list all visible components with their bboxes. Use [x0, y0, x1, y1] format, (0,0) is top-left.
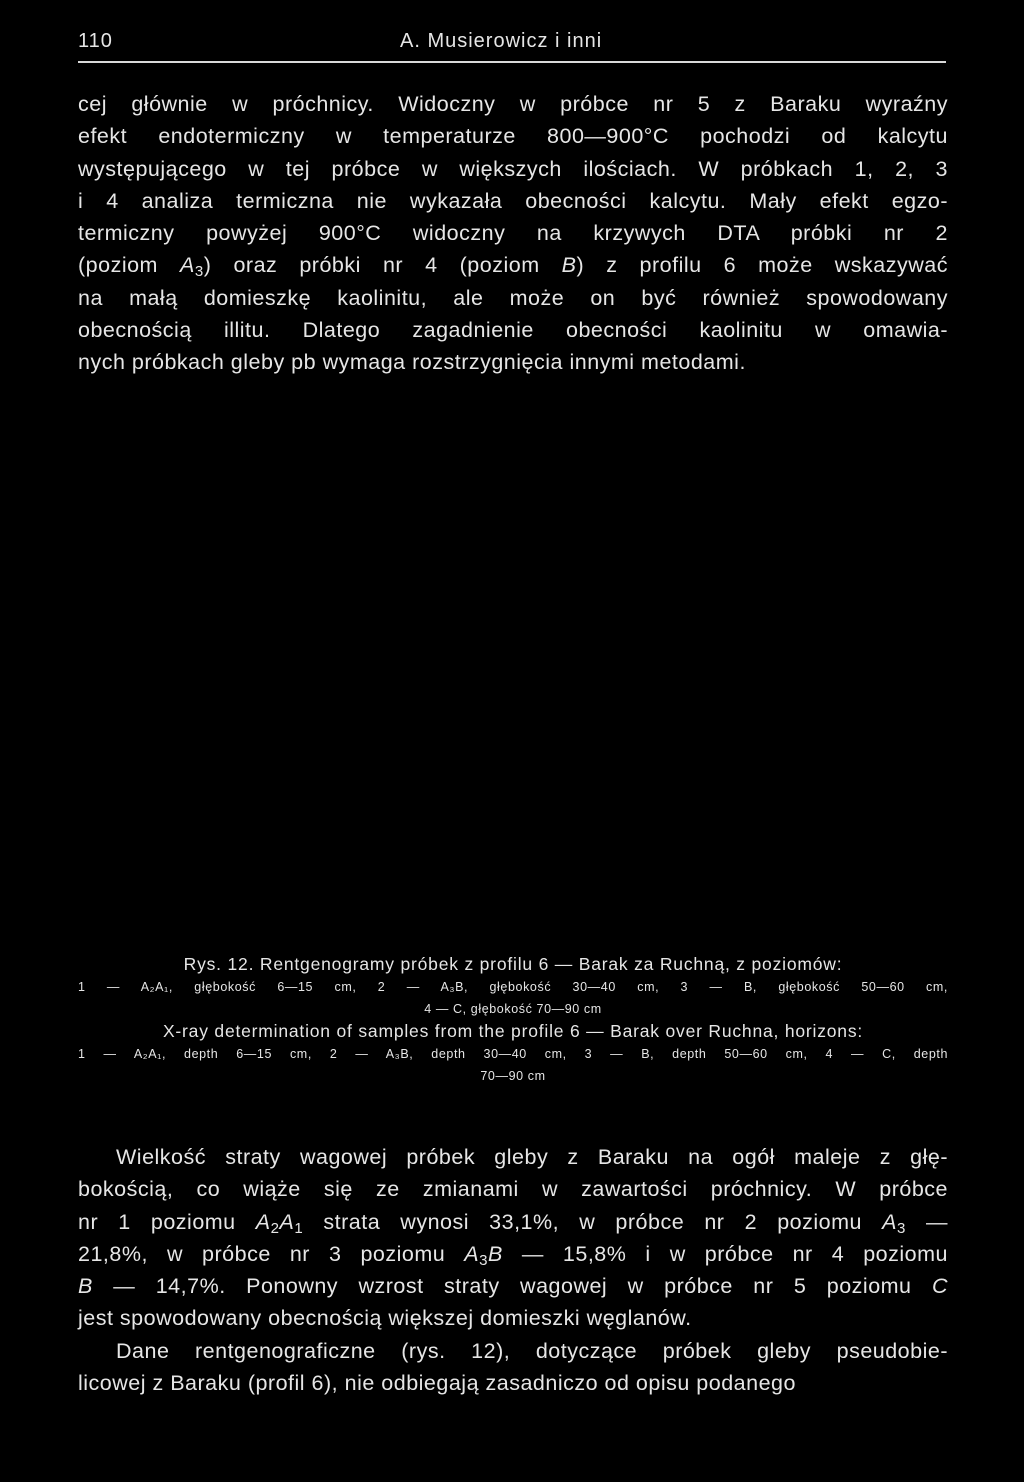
text-line: nych próbkach gleby pb wymaga rozstrzygnięcia innymi metodami. [78, 350, 746, 375]
text-line: obecnością illitu. Dlatego zagadnienie obecności kaolinitu w omawia- [78, 318, 948, 343]
text-line: i 4 analiza termiczna nie wykazała obecności kalcytu. Mały efekt egzo- [78, 188, 948, 213]
text-line: Wielkość straty wagowej próbek gleby z Baraku na ogół maleje z głę- [116, 1145, 948, 1169]
page-number: 110 [78, 30, 113, 52]
figure-caption-polish [78, 954, 948, 1024]
text-line: Dane rentgenograficzne (rys. 12), dotyczące próbek gleby pseudobie- [116, 1338, 948, 1363]
caption-line: 1 — A₂A₁, depth 6—15 cm, 2 — A₃B, depth 30—40 cm, 3 — B, depth 50—60 cm, 4 — C, depth [78, 1047, 948, 1061]
caption-line: 4 — C, głębokość 70—90 cm [424, 1002, 602, 1016]
caption-line: 70—90 cm [480, 1069, 546, 1083]
text-line: licowej z Baraku (profil 6), nie odbiegają zasadniczo od opisu podanego [78, 1371, 796, 1396]
text-line: 21,8%, w próbce nr 3 poziomu $A_3B$ — 15,8% i w próbce nr 4 poziomu [78, 1241, 948, 1269]
text-line: jest spowodowany obecnością większej domieszki węglanów. [78, 1306, 692, 1331]
text-line: (poziom $A_3$) oraz próbki nr 4 (poziom B) z profilu 6 może wskazywać [78, 253, 948, 281]
text-line: termiczny powyżej 900°C widoczny na krzywych DTA próbki nr 2 [78, 221, 948, 246]
text-line: na małą domieszkę kaolinitu, ale może on być również spowodowany [78, 285, 948, 310]
caption-title: X-ray determination of samples from the profile 6 — Barak over Ruchna, horizons: [162, 1021, 864, 1041]
text-line: występującego w tej próbce w większych ilościach. W próbkach 1, 2, 3 [78, 156, 948, 181]
text-line: nr 1 poziomu $A_2A_1$ strata wynosi 33,1%, w próbce nr 2 poziomu $A_3$ — [78, 1209, 948, 1237]
text-line: bokością, co wiąże się ze zmianami w zawartości próchnicy. W próbce [78, 1177, 948, 1202]
running-title: A. Musierowicz i inni [400, 30, 603, 52]
paragraph-bottom [78, 1141, 948, 1399]
caption-title: Rys. 12. Rentgenogramy próbek z profilu 6 — Barak za Ruchną, z poziomów: [183, 954, 843, 974]
figure-x-ray-diagram [78, 410, 948, 940]
figure-caption-english [78, 1021, 948, 1091]
text-line: efekt endotermiczny w temperaturze 800—900°C pochodzi od kalcytu [78, 124, 948, 149]
paragraph-top [78, 88, 948, 379]
text-line: B — 14,7%. Ponowny wzrost straty wagowej w próbce nr 5 poziomu C [78, 1274, 948, 1299]
text-line: cej głównie w próchnicy. Widoczny w próbce nr 5 z Baraku wyraźny [78, 92, 948, 116]
running-header [78, 30, 946, 60]
header-rule [78, 61, 946, 63]
caption-line: 1 — A₂A₁, głębokość 6—15 cm, 2 — A₃B, głębokość 30—40 cm, 3 — B, głębokość 50—60 cm, [78, 980, 948, 994]
